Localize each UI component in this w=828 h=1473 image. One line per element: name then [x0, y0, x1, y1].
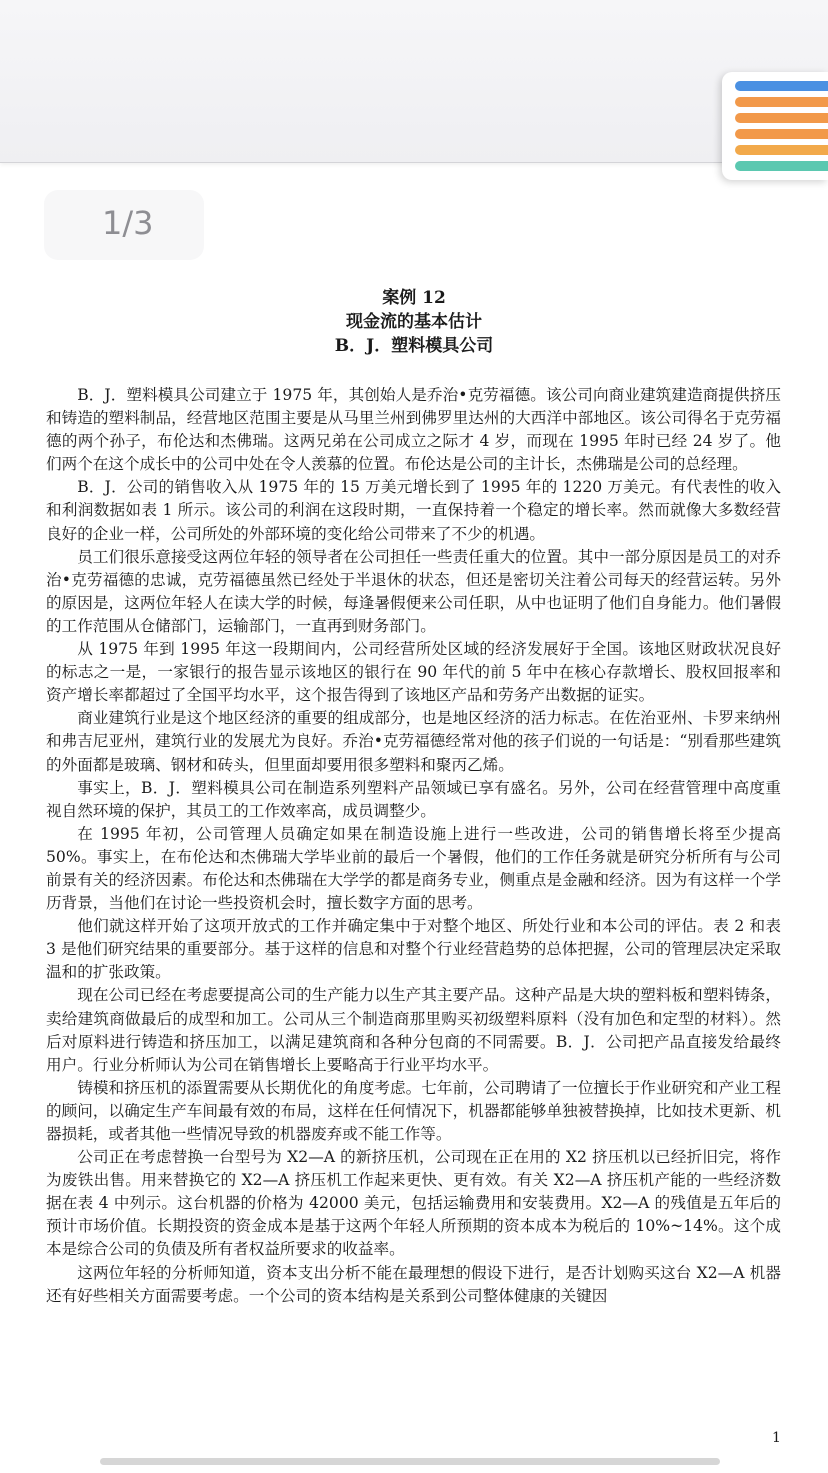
document-heading: [0, 286, 828, 358]
paragraph: 现在公司已经在考虑要提高公司的生产能力以生产其主要产品。这种产品是大块的塑料板和塑料铸条，卖给建筑商做最后的成型和加工。公司从三个制造商那里购买初级塑料原料（没有加色和定型的材料）。然后对原料进行铸造和挤压加工，以满足建筑商和各种分包商的不同需要。B．J．公司把产品直接发给最终用户。行业分析师认为公司在销售增长上要略高于行业平均水平。: [46, 986, 781, 1074]
document-title: 现金流的基本估计: [346, 312, 482, 332]
thumbnail-line: [735, 97, 828, 107]
paragraph: 他们就这样开始了这项开放式的工作并确定集中于对整个地区、所处行业和本公司的评估。表 2 和表 3 是他们研究结果的重要部分。基于这样的信息和对整个行业经营趋势的总体把握，公司的管理层决定采取温和的扩张政策。: [46, 917, 781, 982]
case-label: 案例 12: [382, 288, 446, 308]
page-thumbnail-tab[interactable]: [722, 72, 828, 180]
page-number: 1: [772, 1430, 781, 1446]
thumbnail-line: [735, 113, 828, 123]
home-indicator[interactable]: [100, 1458, 720, 1465]
paragraph: 公司正在考虑替换一台型号为 X2—A 的新挤压机，公司现在正在用的 X2 挤压机以已经折旧完，将作为废铁出售。用来替换它的 X2—A 挤压机工作起来更快、更有效。有关 X2—A 挤压机产能的一些经济数据在表 4 中列示。这台机器的价格为 42000 美元，包括运输费用和安装费用。X2—A 的残值是五年后的预计市场价值。长期投资的资金成本是基于这两个年轻人所预期的资本成本为税后的 10%~14%。这个成本是综合公司的负债及所有者权益所要求的收益率。: [46, 1148, 781, 1259]
thumbnail-line: [735, 145, 828, 155]
thumbnail-line: [735, 161, 828, 171]
document-subtitle: B．J．塑料模具公司: [334, 336, 494, 356]
paragraph: 员工们很乐意接受这两位年轻的领导者在公司担任一些责任重大的位置。其中一部分原因是员工的对乔治•克劳福德的忠诚，克劳福德虽然已经处于半退休的状态，但还是密切关注着公司每天的经营运转。另外的原因是，这两位年轻人在读大学的时候，每逢暑假便来公司任职，从中也证明了他们自身能力。他们暑假的工作范围从仓储部门，运输部门，一直再到财务部门。: [46, 547, 781, 635]
viewer-toolbar: [0, 0, 828, 163]
thumbnail-line: [735, 129, 828, 139]
paragraph: 从 1975 年到 1995 年这一段期间内，公司经营所处区域的经济发展好于全国。该地区财政状况良好的标志之一是，一家银行的报告显示该地区的银行在 90 年代的前 5 年中在核心存款增长、股权回报率和资产增长率都超过了全国平均水平，这个报告得到了该地区产品和劳务产出数据的证实。: [46, 640, 781, 705]
paragraph: 在 1995 年初，公司管理人员确定如果在制造设施上进行一些改进，公司的销售增长将至少提高 50%。事实上，在布伦达和杰佛瑞大学毕业前的最后一个暑假，他们的工作任务就是研究分析所有与公司前景有关的经济因素。布伦达和杰佛瑞在大学学的都是商务专业，侧重点是金融和经济。因为有这样一个学历背景，当他们在讨论一些投资机会时，擅长数字方面的思考。: [46, 824, 781, 913]
paragraph: B．J．公司的销售收入从 1975 年的 15 万美元增长到了 1995 年的 1220 万美元。有代表性的收入和利润数据如表 1 所示。该公司的利润在这段时期，一直保持着一个稳定的增长率。然而就像大多数经营良好的企业一样，公司所处的外部环境的变化给公司带来了不少的机遇。: [46, 478, 781, 543]
page-indicator: [44, 190, 204, 260]
paragraph: 商业建筑行业是这个地区经济的重要的组成部分，也是地区经济的活力标志。在佐治亚州、卡罗来纳州和弗吉尼亚州，建筑行业的发展尤为良好。乔治•克劳福德经常对他的孩子们说的一句话是：“别看那些建筑的外面都是玻璃、钢材和砖头，但里面却要用很多塑料和聚丙乙烯。: [46, 709, 781, 774]
paragraph: 这两位年轻的分析师知道，资本支出分析不能在最理想的假设下进行，是否计划购买这台 X2—A 机器还有好些相关方面需要考虑。一个公司的资本结构是关系到公司整体健康的关键因: [46, 1263, 781, 1305]
paragraph: 铸模和挤压机的添置需要从长期优化的角度考虑。七年前，公司聘请了一位擅长于作业研究和产业工程的顾问，以确定生产车间最有效的布局，这样在任何情况下，机器都能够单独被替换掉，比如技术更新、机器损耗，或者其他一些情况导致的机器废弃或不能工作等。: [46, 1078, 781, 1143]
document-body: [46, 384, 781, 1308]
thumbnail-line: [735, 81, 828, 91]
page-indicator-text: 1/3: [102, 204, 154, 242]
paragraph: 事实上，B．J．塑料模具公司在制造系列塑料产品领域已享有盛名。另外，公司在经营管理中高度重视自然环境的保护，其员工的工作效率高，成员调整少。: [46, 778, 781, 820]
paragraph: B．J．塑料模具公司建立于 1975 年，其创始人是乔治•克劳福德。该公司向商业建筑建造商提供挤压和铸造的塑料制品，经营地区范围主要是从马里兰州到佛罗里达州的大西洋中部地区。该公司得名于克劳福德的两个孙子，布伦达和杰佛瑞。这两兄弟在公司成立之际才 4 岁，而现在 1995 年时已经 24 岁了。他们两个在这个成长中的公司中处在令人羡慕的位置。布伦达是公司的主计长，杰佛瑞是公司的总经理。: [46, 386, 781, 474]
